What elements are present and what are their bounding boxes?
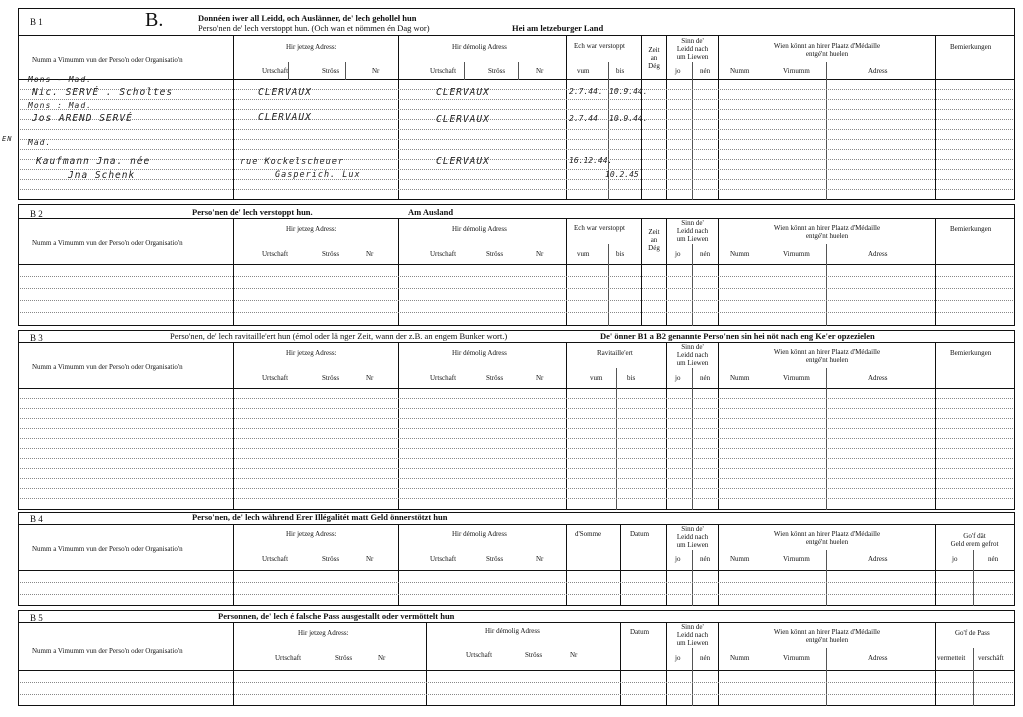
b2-hdr-former: Hir démolig Adress bbox=[452, 225, 507, 233]
b4-hdr-medal: Wien könnt an hirer Plaatz d'Médaille entgé'nt huelen bbox=[773, 530, 881, 547]
b3-hdr-nr2: Nr bbox=[536, 374, 544, 382]
b5-hdr-pass: Go'f de Pass bbox=[955, 629, 990, 637]
b1-hdr-locality2: Urtschaft bbox=[430, 67, 457, 75]
b1-hdr-medal-name: Numm bbox=[730, 67, 750, 75]
b5-hdr-pass-issued: vermetteit bbox=[937, 654, 966, 662]
b2-hdr-name: Numm a Vimumm vun der Perso'n oder Organisatio'n bbox=[32, 239, 183, 247]
b1-hdr-hidden: Ech war verstoppt bbox=[574, 42, 625, 50]
b5-hdr-alive: Sinn de' Leidd nach um Liewen bbox=[676, 623, 709, 648]
b1-hdr-name: Numm a Vimumm vun der Perso'n oder Organisatio'n bbox=[32, 56, 183, 64]
b3-hdr-alive: Sinn de' Leidd nach um Liewen bbox=[676, 343, 709, 368]
b1-hdr-former: Hir démolig Adress bbox=[452, 43, 507, 51]
b4-hdr-gift: Go'f dät Geld erem gefrot bbox=[950, 532, 999, 549]
b5-hdr-nr2: Nr bbox=[570, 651, 578, 659]
b2-hdr-locality2: Urtschaft bbox=[430, 250, 457, 258]
b1-hdr-from: vum bbox=[577, 67, 590, 75]
b5-hdr-no: nén bbox=[700, 654, 711, 662]
b4-hdr-locality2: Urtschaft bbox=[430, 555, 457, 563]
b2-hdr-time: Zeit an Dég bbox=[648, 228, 660, 253]
b4-hdr-no: nén bbox=[700, 555, 711, 563]
b3-hdr-medal-name: Numm bbox=[730, 374, 750, 382]
b3-hdr-nr: Nr bbox=[366, 374, 374, 382]
b5-hdr-pass-given: verschäft bbox=[978, 654, 1004, 662]
entry2-name: Jos AREND SERVÉ bbox=[32, 113, 133, 124]
b1-label: B 1 bbox=[30, 17, 43, 27]
b2-hdr-current: Hir jetzeg Adress: bbox=[286, 225, 337, 233]
b2-hdr-medal: Wien könnt an hirer Plaatz d'Médaille entgé'nt huelen bbox=[773, 224, 881, 241]
entry2-to: 10.9.44. bbox=[609, 114, 648, 123]
b4-hdr-sum: d'Somme bbox=[575, 530, 602, 538]
b3-hdr-remarks: Bemierkungen bbox=[950, 349, 992, 357]
b4-hdr-gift-yes: jo bbox=[952, 555, 958, 563]
b3-hdr-to: bis bbox=[627, 374, 636, 382]
entry2-current: CLERVAUX bbox=[258, 112, 312, 123]
entry2-type: Mons : Mad. bbox=[28, 101, 92, 110]
b4-hdr-alive: Sinn de' Leidd nach um Liewen bbox=[676, 525, 709, 550]
entry3-from: 16.12.44. bbox=[569, 156, 613, 165]
b2-hdr-remarks: Bemierkungen bbox=[950, 225, 992, 233]
b2-hdr-medal-address: Adress bbox=[868, 250, 888, 258]
b2-hdr-no: nén bbox=[700, 250, 711, 258]
b5-hdr-yes: jo bbox=[675, 654, 681, 662]
entry1-former: CLERVAUX bbox=[436, 87, 490, 98]
b1-hdr-street2: Ströss bbox=[488, 67, 506, 75]
section-b5 bbox=[18, 610, 1015, 706]
b5-hdr-street: Ströss bbox=[335, 654, 353, 662]
b5-hdr-nr: Nr bbox=[378, 654, 386, 662]
b3-title: Perso'nen, de' lech ravitaille'ert hun (émol oder lä nger Zeit, wann der z.B. an engem Bunker wort.) bbox=[170, 331, 508, 341]
b5-hdr-current: Hir jetzeg Adress: bbox=[298, 629, 349, 637]
b2-title: Perso'nen de' lech verstoppt hun. bbox=[192, 207, 313, 217]
b2-hdr-hidden: Ech war verstoppt bbox=[574, 224, 625, 232]
b4-hdr-date: Datum bbox=[630, 530, 650, 538]
b4-hdr-gift-no: nén bbox=[988, 555, 999, 563]
b1-hdr-remarks: Bemierkungen bbox=[950, 43, 992, 51]
b4-hdr-current: Hir jetzeg Adress: bbox=[286, 530, 337, 538]
b3-hdr-street2: Ströss bbox=[486, 374, 504, 382]
b5-hdr-locality2: Urtschaft bbox=[466, 651, 493, 659]
b1-hdr-nr: Nr bbox=[372, 67, 380, 75]
b2-label: B 2 bbox=[30, 209, 43, 219]
b4-hdr-street: Ströss bbox=[322, 555, 340, 563]
entry1-current: CLERVAUX bbox=[258, 87, 312, 98]
b5-label: B 5 bbox=[30, 613, 43, 623]
b3-hdr-no: nén bbox=[700, 374, 711, 382]
b2-hdr-nr: Nr bbox=[366, 250, 374, 258]
b5-hdr-medal-address: Adress bbox=[868, 654, 888, 662]
entry2-from: 2.7.44 bbox=[569, 114, 598, 123]
b2-hdr-from: vum bbox=[577, 250, 590, 258]
b5-hdr-medal-first: Virnumm bbox=[783, 654, 810, 662]
b3-hdr-locality: Urtschaft bbox=[262, 374, 289, 382]
b3-hdr-yes: jo bbox=[675, 374, 681, 382]
b1-title-right: Hei am letzeburger Land bbox=[512, 23, 604, 33]
b1-title-line1: Donnéen iwer all Leidd, och Auslänner, de' lech geholleł hun bbox=[198, 13, 417, 23]
b4-hdr-name: Numm a Vimumm vun der Perso'n oder Organisatio'n bbox=[32, 545, 183, 553]
margin-note: EN bbox=[2, 135, 13, 143]
b1-hdr-nr2: Nr bbox=[536, 67, 544, 75]
b4-title: Perso'nen, de' lech während Erer Illégalitét matt Geld önnerstötzt hun bbox=[192, 512, 448, 522]
entry3-type: Mad. bbox=[28, 138, 52, 147]
b5-hdr-name: Numm a Vimumm vun der Perso'n oder Organisatio'n bbox=[32, 647, 183, 655]
b3-hdr-from: vum bbox=[590, 374, 603, 382]
b2-title-right: Am Ausland bbox=[408, 207, 454, 217]
b1-hdr-no: nén bbox=[700, 67, 711, 75]
b1-hdr-yes: jo bbox=[675, 67, 681, 75]
b5-hdr-date: Datum bbox=[630, 628, 650, 636]
b1-big-letter: B. bbox=[145, 9, 164, 31]
section-b1 bbox=[18, 8, 1015, 200]
b3-hdr-current: Hir jetzeg Adress: bbox=[286, 349, 337, 357]
b4-hdr-medal-name: Numm bbox=[730, 555, 750, 563]
b3-hdr-medal: Wien könnt an hirer Plaatz d'Médaille entgé'nt huelen bbox=[773, 348, 881, 365]
b1-hdr-medal-first: Virnumm bbox=[783, 67, 810, 75]
b2-hdr-alive: Sinn de' Leidd nach um Liewen bbox=[676, 219, 709, 244]
b3-label: B 3 bbox=[30, 333, 43, 343]
b3-hdr-street: Ströss bbox=[322, 374, 340, 382]
b4-hdr-nr2: Nr bbox=[536, 555, 544, 563]
b4-hdr-street2: Ströss bbox=[486, 555, 504, 563]
b2-hdr-street2: Ströss bbox=[486, 250, 504, 258]
b2-hdr-medal-first: Virnumm bbox=[783, 250, 810, 258]
b1-hdr-time: Zeit an Dég bbox=[648, 46, 660, 71]
entry1-type: Mons - Mad. bbox=[28, 75, 92, 84]
entry3-name: Kaufmann Jna. née bbox=[36, 156, 151, 167]
b3-hdr-supplied: Ravitaille'ert bbox=[597, 349, 633, 357]
b4-hdr-locality: Urtschaft bbox=[262, 555, 289, 563]
entry3-former: CLERVAUX bbox=[436, 156, 490, 167]
b3-hdr-locality2: Urtschaft bbox=[430, 374, 457, 382]
b1-hdr-locality: Urtschaft bbox=[262, 67, 289, 75]
b3-title-right: De' önner B1 a B2 genannte Perso'nen sin hei nöt nach eng Ke'er opzezielen bbox=[600, 331, 875, 341]
entry3-current2: Gasperich. Lux bbox=[275, 170, 361, 180]
b2-hdr-to: bis bbox=[616, 250, 625, 258]
b5-hdr-medal-name: Numm bbox=[730, 654, 750, 662]
b2-hdr-street: Ströss bbox=[322, 250, 340, 258]
section-b2 bbox=[18, 204, 1015, 326]
b2-hdr-locality: Urtschaft bbox=[262, 250, 289, 258]
b4-hdr-medal-address: Adress bbox=[868, 555, 888, 563]
b3-hdr-former: Hir démolig Adress bbox=[452, 349, 507, 357]
section-b4 bbox=[18, 512, 1015, 606]
b3-hdr-medal-first: Virnumm bbox=[783, 374, 810, 382]
b1-hdr-medal-address: Adress bbox=[868, 67, 888, 75]
b5-hdr-medal: Wien könnt an hirer Plaatz d'Médaille entgé'nt huelen bbox=[773, 628, 881, 645]
b2-hdr-medal-name: Numm bbox=[730, 250, 750, 258]
b1-hdr-to: bis bbox=[616, 67, 625, 75]
entry1-name: Nic. SERVÉ . Scholtes bbox=[32, 87, 174, 98]
entry3-to: 10.2.45 bbox=[605, 170, 639, 179]
b4-hdr-yes: jo bbox=[675, 555, 681, 563]
b1-title-line2: Perso'nen de' lech verstoppt hun. (Och wan et nömmen én Dag wor) bbox=[198, 23, 430, 33]
b4-hdr-former: Hir démolig Adress bbox=[452, 530, 507, 538]
b4-label: B 4 bbox=[30, 514, 43, 524]
b5-hdr-locality: Urtschaft bbox=[275, 654, 302, 662]
b1-hdr-street: Ströss bbox=[322, 67, 340, 75]
b1-hdr-alive: Sinn de' Leidd nach um Liewen bbox=[676, 37, 709, 62]
entry2-former: CLERVAUX bbox=[436, 114, 490, 125]
b3-hdr-medal-address: Adress bbox=[868, 374, 888, 382]
b2-hdr-yes: jo bbox=[675, 250, 681, 258]
entry3-current: rue Kockelscheuer bbox=[240, 157, 344, 167]
b1-hdr-medal: Wien könnt an hirer Plaatz d'Médaille entgé'nt huelen bbox=[773, 42, 881, 59]
b2-hdr-nr2: Nr bbox=[536, 250, 544, 258]
b3-hdr-name: Numm a Vimumm vun der Perso'n oder Organisatio'n bbox=[32, 363, 183, 371]
entry3-name2: Jna Schenk bbox=[68, 170, 136, 181]
entry1-to: 10.9.44. bbox=[609, 87, 648, 96]
b1-hdr-current: Hir jetzeg Adress: bbox=[286, 43, 337, 51]
b5-hdr-street2: Ströss bbox=[525, 651, 543, 659]
b4-hdr-medal-first: Virnumm bbox=[783, 555, 810, 563]
b4-hdr-nr: Nr bbox=[366, 555, 374, 563]
b5-title: Personnen, de' lech é falsche Pass ausgestallt oder vermöttelt hun bbox=[218, 611, 455, 621]
entry1-from: 2.7.44. bbox=[569, 87, 603, 96]
b5-hdr-former: Hir démolig Adress bbox=[485, 627, 540, 635]
